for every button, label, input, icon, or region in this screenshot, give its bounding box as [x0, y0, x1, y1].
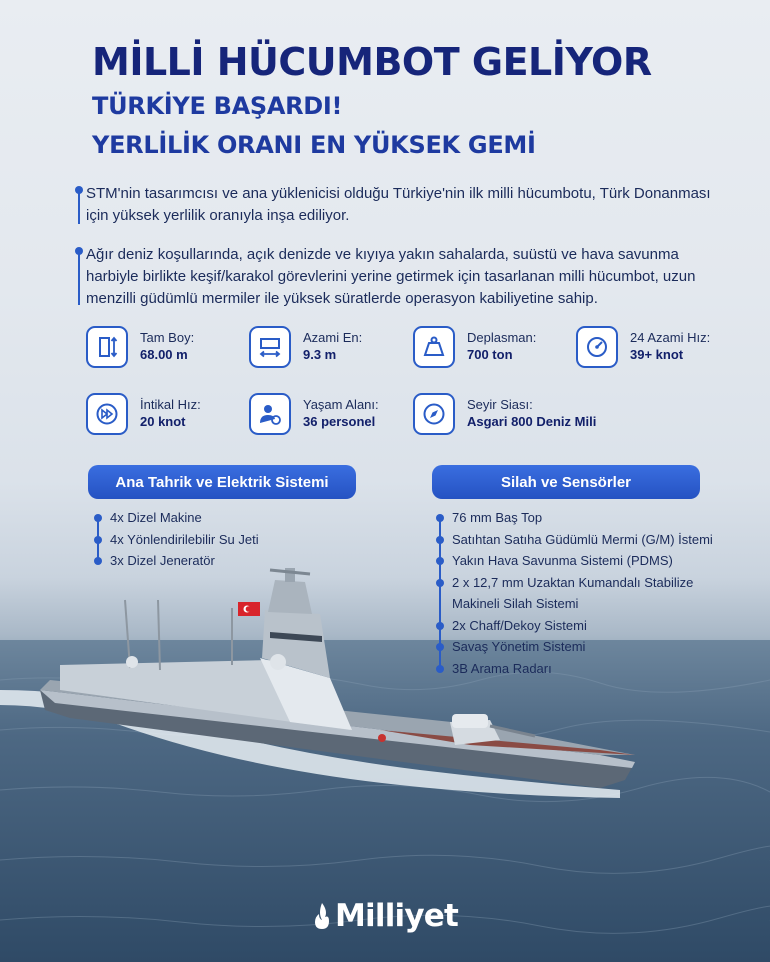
crew-icon: [249, 393, 291, 435]
fast-forward-icon: [86, 393, 128, 435]
compass-icon: [413, 393, 455, 435]
weapons-list: [434, 507, 713, 679]
list-item: 2 x 12,7 mm Uzaktan Kumandalı Stabilize: [434, 572, 713, 594]
spec-label: Seyir Siası:: [467, 397, 533, 412]
spec-label: Yaşam Alanı:: [303, 397, 379, 412]
list-item-continuation: Makineli Silah Sistemi: [452, 596, 579, 611]
spec-range: [413, 393, 596, 435]
flame-icon: [312, 901, 332, 931]
subtitle-success: TÜRKİYE BAŞARDI!: [92, 92, 343, 120]
page-title: MİLLİ HÜCUMBOT GELİYOR: [92, 40, 652, 84]
speedometer-icon: [576, 326, 618, 368]
spec-value: Asgari 800 Deniz Mili: [467, 414, 597, 429]
list-item: Satıhtan Satıha Güdümlü Mermi (G/M) İstemi: [434, 529, 713, 551]
spec-value: 20 knot: [140, 414, 186, 429]
spec-value: 68.00 m: [140, 347, 188, 362]
spec-transit-speed: [86, 393, 201, 435]
spec-label: İntikal Hız:: [140, 397, 201, 412]
subtitle-locality: YERLİLİK ORANI EN YÜKSEK GEMİ: [92, 131, 536, 159]
intro-paragraph: STM'nin tasarımcısı ve ana yüklenicisi olduğu Türkiye'nin ilk milli hücumbotu, Türk Donanması için yüksek yerlilik oranıyla inşa ediliyor.: [86, 185, 711, 224]
spec-value: 36 personel: [303, 414, 376, 429]
spec-value: 9.3 m: [303, 347, 337, 362]
mission-paragraph: Ağır deniz koşullarında, açık denizde ve kıyıya yakın sahalarda, suüstü ve hava savunma harbiyle birlikte keşif/karakol görevlerini yerine getirmek için tasarlanan milli hücumbot, uzun menzilli güdümlü mermiler ile yüksek süratlerde operasyon kabiliyetine sahip.: [86, 246, 696, 307]
list-item: 2x Chaff/Dekoy Sistemi: [434, 615, 713, 637]
spec-beam: [249, 326, 362, 368]
milliyet-logo: [312, 898, 458, 934]
spec-label: 24 Azami Hız:: [630, 330, 711, 345]
weapons-heading: Silah ve Sensörler: [432, 465, 700, 499]
ruler-vertical-icon: [86, 326, 128, 368]
weight-icon: [413, 326, 455, 368]
spec-max-speed: [576, 326, 710, 368]
spec-crew: [249, 393, 379, 435]
list-item: 3x Dizel Jeneratör: [92, 550, 259, 572]
spec-label: Deplasman:: [467, 330, 537, 345]
propulsion-list: [92, 507, 259, 572]
paragraph-marker: [78, 188, 80, 224]
list-item: 4x Dizel Makine: [92, 507, 259, 529]
spec-label: Azami En:: [303, 330, 363, 345]
paragraph-marker: [78, 249, 80, 305]
spec-value: 700 ton: [467, 347, 513, 362]
brand-name: Milliyet: [335, 898, 459, 934]
list-item: 76 mm Baş Top: [434, 507, 713, 529]
list-item: 3B Arama Radarı: [434, 658, 713, 680]
spec-value: 39+ knot: [630, 347, 684, 362]
spec-label: Tam Boy:: [140, 330, 195, 345]
spec-length: [86, 326, 194, 368]
spec-displacement: [413, 326, 536, 368]
width-arrows-icon: [249, 326, 291, 368]
list-item: Yakın Hava Savunma Sistemi (PDMS): [434, 550, 713, 572]
list-item: 4x Yönlendirilebilir Su Jeti: [92, 529, 259, 551]
propulsion-heading: Ana Tahrik ve Elektrik Sistemi: [88, 465, 356, 499]
list-item: Savaş Yönetim Sistemi: [434, 636, 713, 658]
